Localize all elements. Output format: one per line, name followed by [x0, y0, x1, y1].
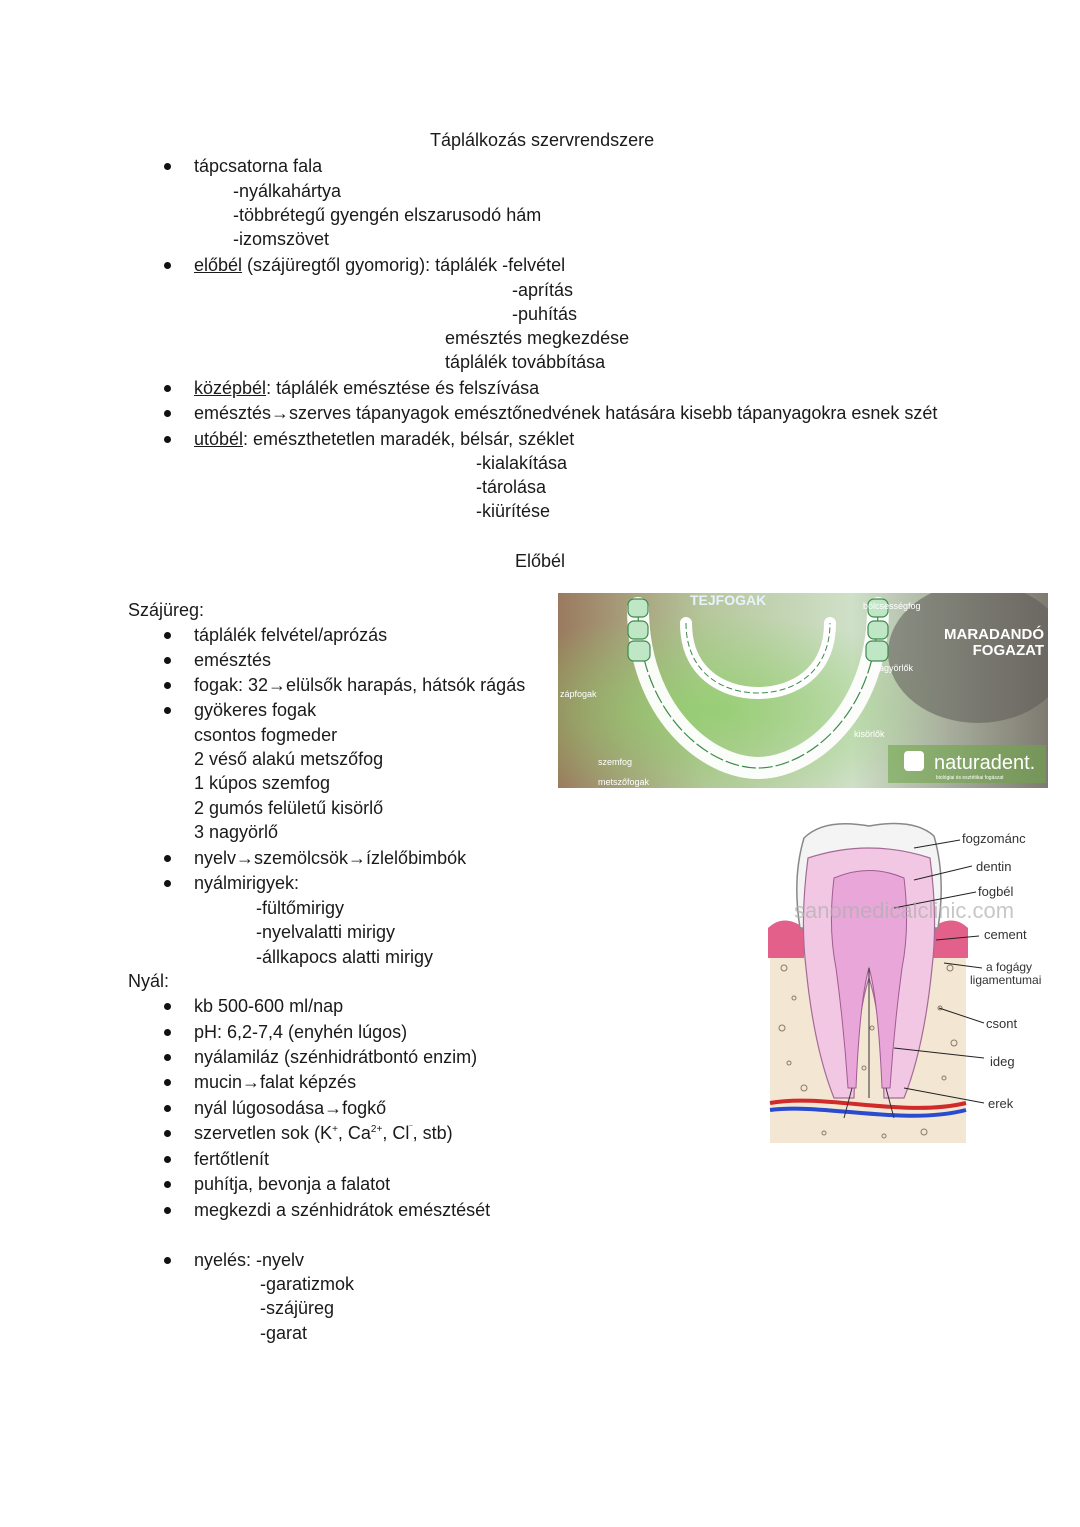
sub-item: -garatizmok	[260, 1274, 355, 1294]
sub-item: -puhítás	[512, 304, 578, 324]
brand-name: naturadent.	[934, 752, 1036, 774]
list-item-szervetlen	[194, 1121, 453, 1145]
teeth-arch-svg	[558, 593, 1048, 788]
sub-item: -izomszövet	[233, 229, 330, 249]
term-elobel: előbél	[194, 255, 243, 275]
szervetlen-ca: , Ca	[337, 1123, 371, 1143]
kozepbel-text: : táplálék emésztése és felszívása	[266, 378, 540, 398]
szervetlen-pre: szervetlen sok (K	[194, 1123, 333, 1143]
tejfogak-label: TEJFOGAK	[690, 593, 767, 608]
tooth-diagram	[764, 818, 1064, 1148]
nagyorlok-label: nagyörlők	[874, 663, 914, 673]
sup-cl: ¨	[409, 1124, 413, 1135]
label-ideg: ideg	[990, 1054, 1015, 1069]
sub-item: -nyelvalatti mirigy	[256, 922, 396, 942]
list-item: mucin→falat képzés	[194, 1072, 357, 1092]
tooth-diagram-svg	[764, 818, 1064, 1148]
sub-item: -nyálkahártya	[233, 181, 342, 201]
naturadent-logo-icon	[904, 751, 924, 771]
szemfog-label: szemfog	[598, 757, 633, 767]
sub-item: -garat	[260, 1323, 308, 1343]
szervetlen-post: , stb)	[412, 1123, 453, 1143]
label-ligamentumai: ligamentumai	[970, 973, 1042, 987]
bullet-emesztes: emésztés→szerves tápanyagok emésztőnedvének hatására kisebb tápanyagokra esnek szét	[194, 403, 938, 423]
sub-item: -fültőmirigy	[256, 898, 345, 918]
bolcsessegfog-label: bölcsességfog	[863, 601, 921, 611]
metszofogak-label: metszőfogak	[598, 777, 650, 787]
utobel-text: : emészthetetlen maradék, bélsár, széklet	[243, 429, 575, 449]
sub-item: -aprítás	[512, 280, 574, 300]
label-dentin: dentin	[976, 859, 1012, 874]
sup-ca: 2+	[370, 1124, 383, 1135]
term-utobel: utóbél	[194, 429, 244, 449]
label-erek: erek	[988, 1096, 1014, 1111]
bullet-tapcsatorna: tápcsatorna fala	[194, 156, 323, 176]
maradando-label: MARADANDÓ	[944, 626, 1044, 643]
list-item: táplálék felvétel/aprózás	[194, 625, 388, 645]
term-kozepbel: középbél	[194, 378, 267, 398]
zapfogak-label: zápfogak	[560, 689, 597, 699]
bullet-elobel	[194, 253, 565, 277]
elobel-text: (szájüregtől gyomorig): táplálék -felvétel	[242, 255, 566, 275]
sub-item: -szájüreg	[260, 1298, 335, 1318]
sub-item: -tárolása	[476, 477, 547, 497]
szervetlen-cl: , Cl	[382, 1123, 410, 1143]
bullet-kozepbel	[194, 376, 539, 400]
gum-left	[768, 921, 804, 959]
sub-item: táplálék továbbítása	[445, 352, 606, 372]
list-item: megkezdi a szénhidrátok emésztését	[194, 1200, 491, 1220]
list-item: 3 nagyörlő	[194, 822, 279, 842]
szajureg-heading: Szájüreg:	[128, 600, 205, 620]
list-item: pH: 6,2-7,4 (enyhén lúgos)	[194, 1022, 408, 1042]
fogazat-label: FOGAZAT	[972, 642, 1044, 659]
label-fogzomanc: fogzománc	[962, 831, 1026, 846]
list-item: fogak: 32→elülsők harapás, hátsók rágás	[194, 675, 526, 695]
list-item: csontos fogmeder	[194, 725, 338, 745]
list-item: kb 500-600 ml/nap	[194, 996, 344, 1016]
list-item: emésztés	[194, 650, 272, 670]
sub-item: -kialakítása	[476, 453, 568, 473]
list-item: nyál lúgosodása→fogkő	[194, 1098, 387, 1118]
sub-item: -állkapocs alatti mirigy	[256, 947, 434, 967]
list-item: 1 kúpos szemfog	[194, 773, 331, 793]
list-item: nyálamiláz (szénhidrátbontó enzim)	[194, 1047, 478, 1067]
sup-k: +	[332, 1124, 338, 1135]
bullet-nyeles: nyelés: -nyelv	[194, 1250, 305, 1270]
section-title: Előbél	[515, 551, 566, 571]
page-title: Táplálkozás szervrendszere	[430, 130, 655, 150]
nyal-heading: Nyál:	[128, 971, 170, 991]
label-csont: csont	[986, 1016, 1018, 1031]
label-cement: cement	[984, 927, 1027, 942]
teeth-arch-image	[558, 593, 1048, 788]
bullet-utobel	[194, 427, 574, 451]
sub-item: emésztés megkezdése	[445, 328, 630, 348]
sub-item: -kiürítése	[476, 501, 551, 521]
label-fogagy: a fogágy	[986, 960, 1033, 974]
brand-sub: biológiai és esztétikai fogászat	[936, 775, 1004, 781]
list-item: nyelv→szemölcsök→ízlelőbimbók	[194, 848, 467, 868]
list-item: 2 gumós felületű kisörlő	[194, 798, 384, 818]
sub-item: -többrétegű gyengén elszarusodó hám	[233, 205, 542, 225]
list-item: nyálmirigyek:	[194, 873, 300, 893]
kisorlok-label: kisörlők	[854, 729, 885, 739]
list-item: fertőtlenít	[194, 1149, 270, 1169]
watermark: sanomedicalclinic.com	[794, 898, 1015, 923]
list-item: gyökeres fogak	[194, 700, 317, 720]
list-item: 2 véső alakú metszőfog	[194, 749, 384, 769]
list-item: puhítja, bevonja a falatot	[194, 1174, 391, 1194]
label-fogbel: fogbél	[978, 884, 1014, 899]
